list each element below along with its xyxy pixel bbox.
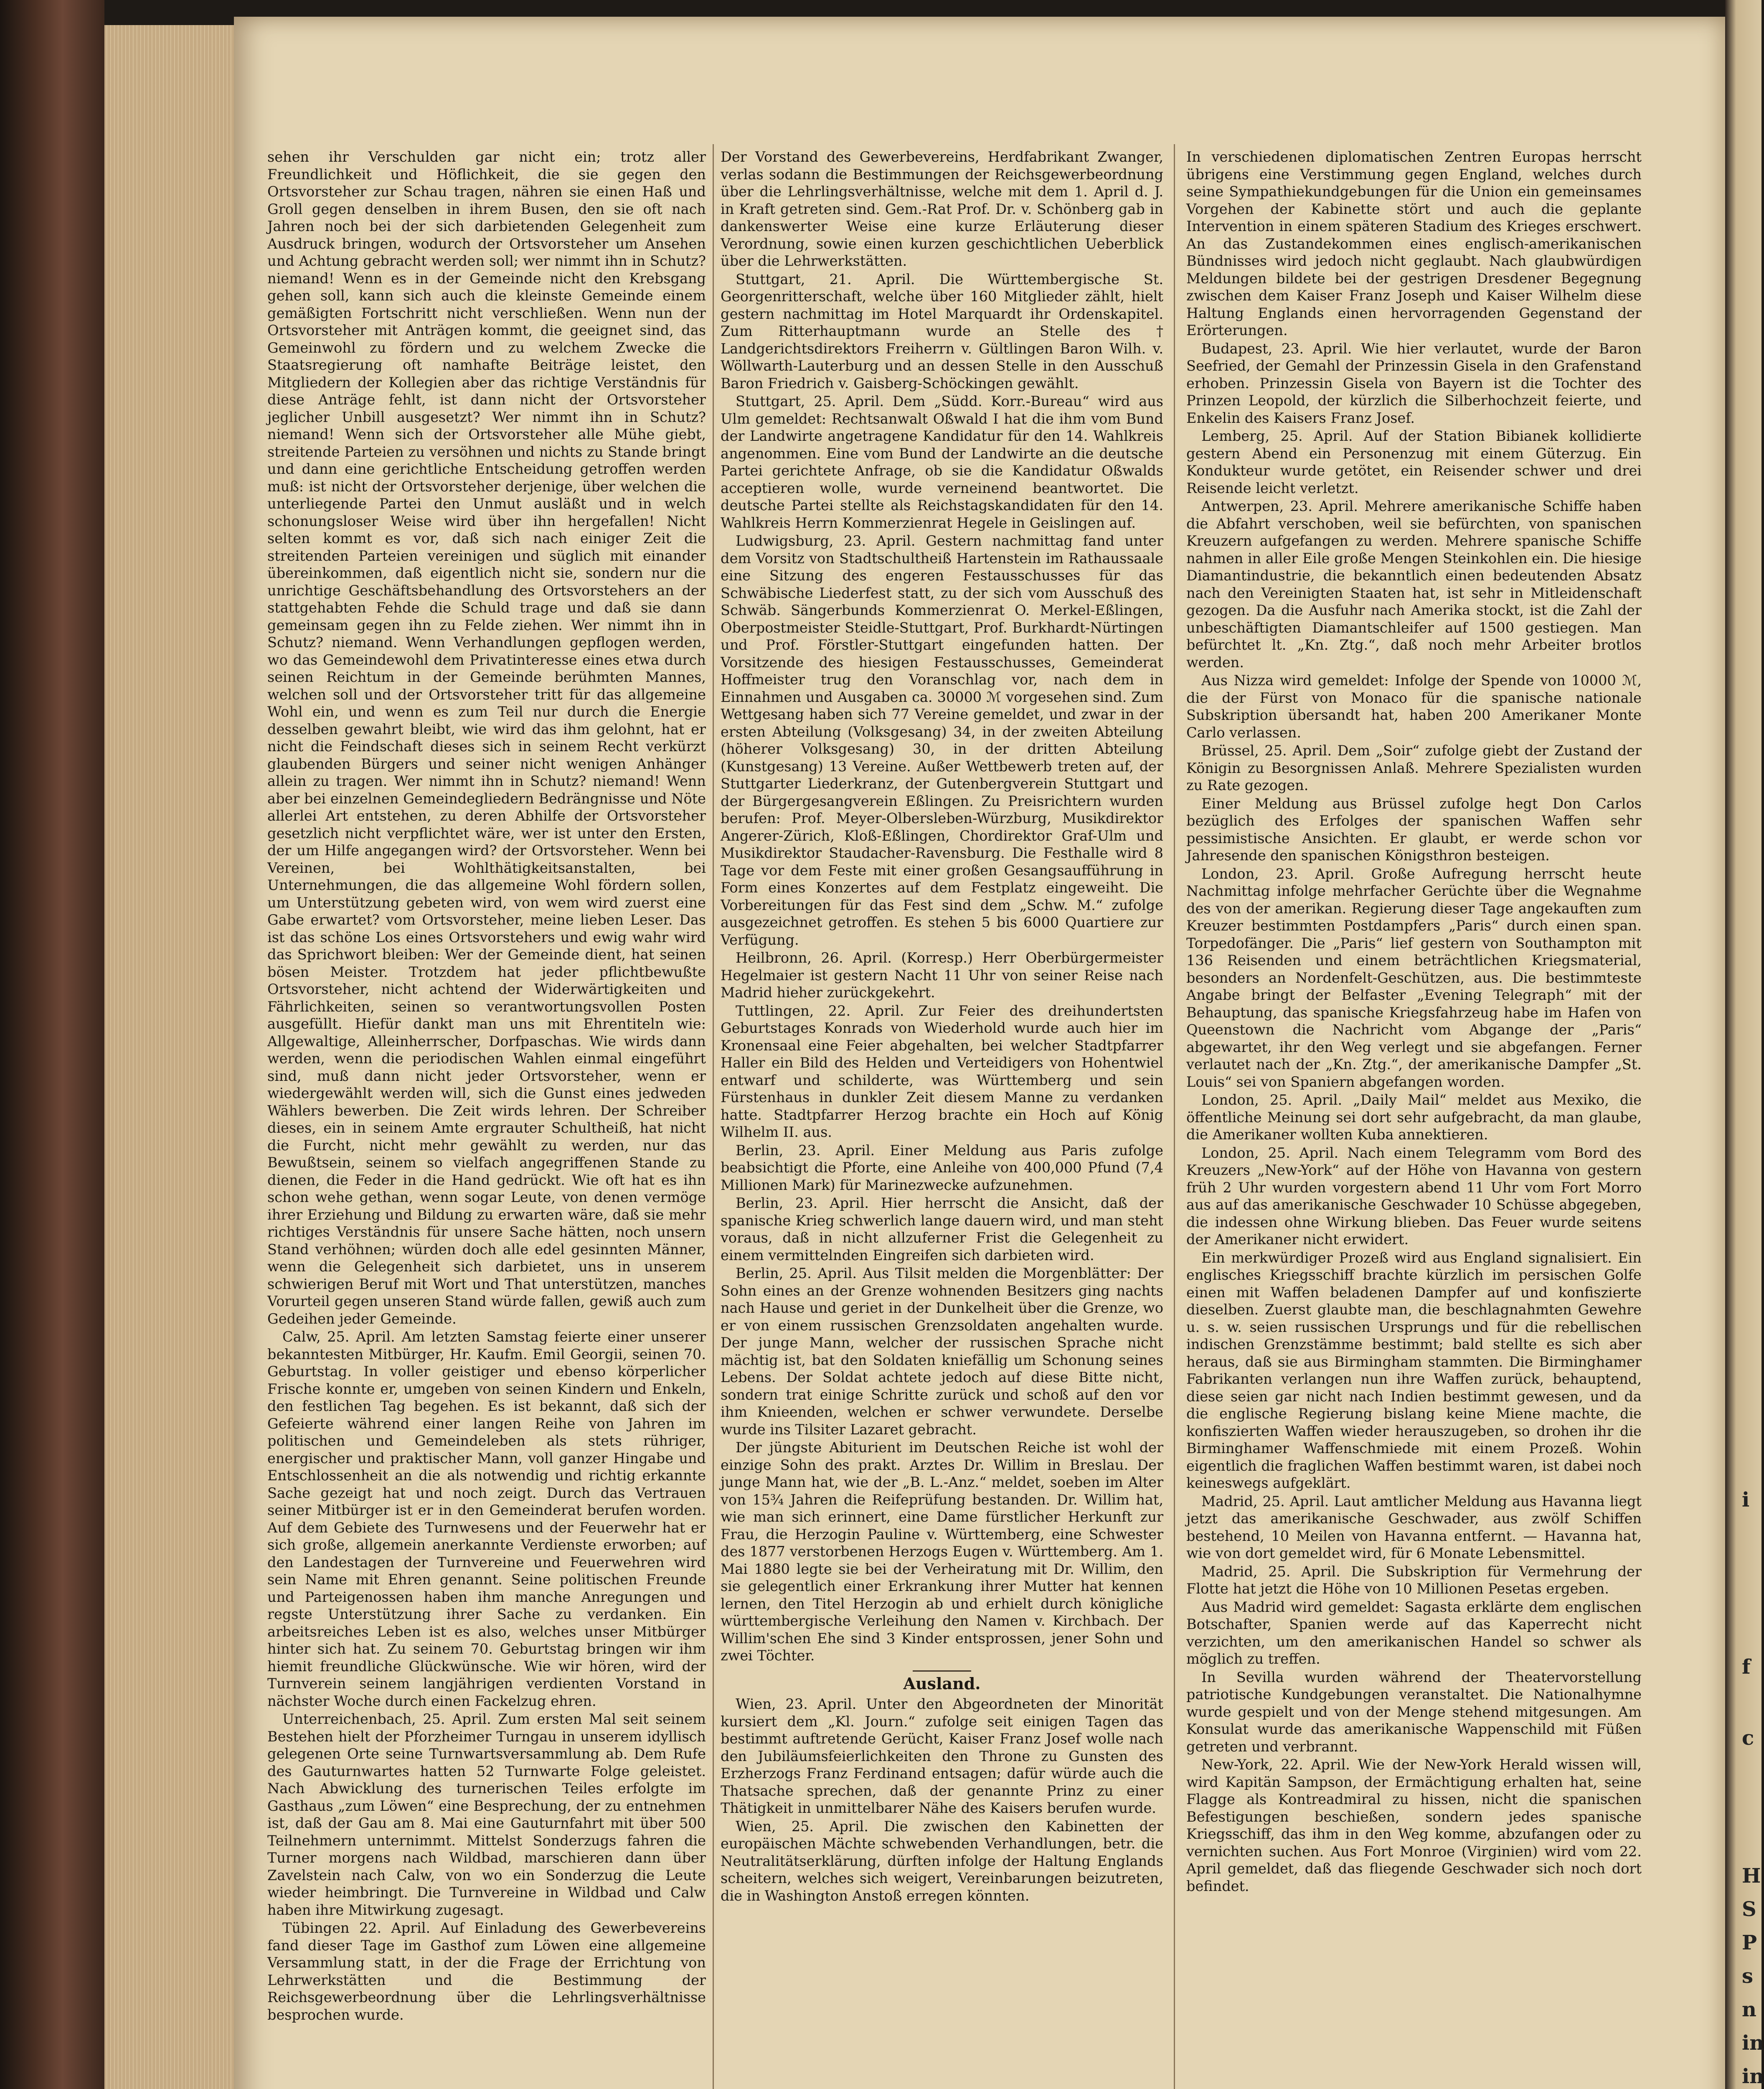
article-paragraph: Der Vorstand des Gewerbevereins, Herdfabrikant Zwanger, verlas sodann die Bestimmungen der Reichsgewerbeordnung über die Lehrlingsverhältnisse, welche mit dem 1. April d. J. in Kraft getreten sind. Gem.-Rat Prof. Dr. v. Schönberg gab in dankenswerter Weise eine kurze Erläuterung dieser Verordnung, sowie einen kurzen geschichtlichen Ueberblick über die Lehrwerkstätten. (721, 149, 1163, 269)
article-paragraph: Budapest, 23. April. Wie hier verlautet, wurde der Baron Seefried, der Gemahl der Prinzessin Gisela in den Grafenstand erhoben. Prinzessin Gisela von Bayern ist die Tochter des Prinzen Leopold, der kürzlich die Silberhochzeit feierte, und Enkelin des Kaisers Franz Josef. (1186, 340, 1642, 426)
adjacent-page-fragment: i (1742, 1488, 1750, 1512)
section-heading-ausland: Ausland. (903, 1674, 981, 1693)
article-paragraph: sehen ihr Verschulden gar nicht ein; trotz aller Freundlichkeit und Höflichkeit, die sie gegen den Ortsvorsteher zur Schau tragen, nähren sie einen Haß und Groll gegen denselben in ihrem Busen, den sie oft nach Jahren noch bei der sich darbietenden Gelegenheit zum Ausdruck bringen, wodurch der Ortsvorsteher um Ansehen und Achtung gebracht werden soll; wer nimmt ihn in Schutz? niemand! Wenn es in der Gemeinde nicht den Krebsgang gehen soll, kann sich auch die kleinste Gemeinde einem gemäßigten Fortschritt nicht verschließen. Wenn nun der Ortsvorsteher mit Anträgen kommt, die geeignet sind, das Gemeinwohl zu fördern und zu welchem Zwecke die Staatsregierung oft namhafte Beiträge leistet, den Mitgliedern der Kollegien aber das richtige Verständnis für diese Anträge fehlt, ist dann nicht der Ortsvorsteher jeglicher Unbill ausgesetzt? Wer nimmt ihn in Schutz? niemand! Wenn sich der Ortsvorsteher alle Mühe giebt, streitende Parteien zu versöhnen und nichts zu Stande bringt und dann eine gerichtliche Entscheidung getroffen werden muß: ist nicht der Ortsvorsteher derjenige, über welchen die unterliegende Partei den Unmut ausläßt und in welch schonungsloser Weise wird über ihn hergefallen! Nicht selten kommt es vor, daß sich nach einiger Zeit die streitenden Parteien vereinigen und süglich mit einander übereinkommen, daß eigentlich nicht sie, sondern nur die unrichtige Geschäftsbehandlung des Ortsvorstehers an der stattgehabten Fehde die Schuld trage und daß sie dann gemeinsam gegen ihn zu Felde ziehen. Wer nimmt ihn in Schutz? niemand. Wenn Verhandlungen gepflogen werden, wo das Gemeindewohl dem Privatinteresse eines etwa durch seinen Reichtum in der Gemeinde berühmten Mannes, welchen soll und der Ortsvorsteher tritt für das allgemeine Wohl ein, und wenn es zum Teil nur durch die Energie desselben gewahrt bleibt, wie wird das ihm gelohnt, hat er nicht die Feindschaft dieses sich in seinem Recht verkürzt glaubenden Bürgers und seiner nicht wenigen Anhänger allein zu tragen. Wer nimmt ihn in Schutz? niemand! Wenn aber bei einzelnen Gemeindegliedern Bedrängnisse und Nöte allerlei Art entstehen, zu deren Abhilfe der Ortsvorsteher gesetzlich nicht verpflichtet wäre, wer ist unter den Ersten, der um Hilfe angegangen wird? der Ortsvorsteher. Wenn bei Vereinen, bei Wohlthätigkeitsanstalten, bei Unternehmungen, die das allgemeine Wohl fördern sollen, um Unterstützung gebeten wird, von wem wird zuerst eine Gabe erwartet? vom Ortsvorsteher, meine lieben Leser. Das ist das schöne Los eines Ortsvorstehers und ewig wahr wird das Sprichwort bleiben: Wer der Gemeinde dient, hat seinen bösen Meister. Trotzdem hat jeder pflichtbewußte Ortsvorsteher, nicht achtend der Widerwärtigkeiten und Fährlichkeiten, seinen so verantwortungsvollen Posten ausgefüllt. Hiefür dankt man uns mit Ehrentiteln wie: Allgewaltige, Alleinherrscher, Dorfpaschas. Wie wirds dann werden, wenn die periodischen Wahlen einmal eingeführt sind, muß dann nicht jeder Ortsvorsteher, wenn er wiedergewählt werden will, sich die Gunst eines jedweden Wählers bewerben. Die Zeit wirds lehren. Der Schreiber dieses, ein in seinem Amte ergrauter Schultheiß, hat nicht die Furcht, nicht mehr gewählt zu werden, nur das Bewußtsein, seinem so vielfach angegriffenen Stande zu dienen, die Feder in die Hand gedrückt. Wie oft hat es ihn schon wehe gethan, wenn sogar Leute, von denen vermöge ihrer Erziehung und Bildung zu erwarten wäre, daß sie mehr richtiges Verständnis für unsere Sache hätten, noch unsern Stand verhöhnen; würden doch alle edel gesinnten Männer, wenn die Gelegenheit sich darbietet, uns in unserem schwierigen Beruf mit Wort und That unterstützen, manches Vorurteil gegen unseren Stand würde fallen, gewiß auch zum Gedeihen jeder Gemeinde. (267, 149, 706, 1327)
adjacent-page-fragment: S (1742, 1898, 1756, 1921)
adjacent-page-fragment: in (1742, 2065, 1764, 2088)
adjacent-page-fragment: n (1742, 1998, 1756, 2021)
article-paragraph: London, 23. April. Große Aufregung herrscht heute Nachmittag infolge mehrfacher Gerüchte über die Wegnahme des von der amerikan. Regierung dieser Tage angekauften zum Kreuzer bestimmten Postdampfers „Paris“ durch einen span. Torpedofänger. Die „Paris“ lief gestern von Southampton mit 136 Reisenden und einem beträchtlichen Kriegsmaterial, besonders an Nordenfelt-Geschützen, aus. Die bestimmteste Angabe bringt der Belfaster „Evening Telegraph“ mit der Behauptung, das spanische Kriegsfahrzeug habe im Hafen von Queenstown die Nachricht vom Abgange der „Paris“ abgewartet, ihr den Weg verlegt und sie abgefangen. Ferner verlautet nach der „Kn. Ztg.“, der amerikanische Dampfer „St. Louis“ sei von Spaniern abgefangen worden. (1186, 865, 1642, 1090)
article-paragraph: Aus Madrid wird gemeldet: Sagasta erklärte dem englischen Botschafter, Spanien werde auf das Kaperrecht nicht verzichten, um den amerikanischen Handel so schwer als möglich zu treffen. (1186, 1599, 1642, 1667)
article-paragraph: Aus Nizza wird gemeldet: Infolge der Spende von 10000 ℳ, die der Fürst von Monaco für die spanische nationale Subskription übersandt hat, haben 200 Amerikaner Monte Carlo verlassen. (1186, 672, 1642, 741)
section-divider (913, 1670, 971, 1672)
article-paragraph: Ludwigsburg, 23. April. Gestern nachmittag fand unter dem Vorsitz von Stadtschultheiß Hartenstein im Rathaussaale eine Sitzung des engeren Festausschusses für das Schwäbische Liederfest statt, zu der sich vom Ausschuß des Schwäb. Sängerbunds Kommerzienrat O. Merkel-Eßlingen, Oberpostmeister Steidle-Stuttgart, Prof. Burkhardt-Nürtingen und Prof. Förstler-Stuttgart eingefunden hatten. Der Vorsitzende des hiesigen Festausschusses, Gemeinderat Hoffmeister trug den Voranschlag vor, nach dem in Einnahmen und Ausgaben ca. 30000 ℳ vorgesehen sind. Zum Wettgesang haben sich 77 Vereine gemeldet, und zwar in der ersten Abteilung (Volksgesang) 34, in der zweiten Abteilung (höherer Volksgesang) 30, in der dritten Abteilung (Kunstgesang) 13 Vereine. Außer Wettbewerb treten auf, der Stuttgarter Liederkranz, der Gutenbergverein Stuttgart und der Bürgergesangverein Eßlingen. Zu Preisrichtern wurden berufen: Prof. Meyer-Olbersleben-Würzburg, Musikdirektor Angerer-Zürich, Kloß-Eßlingen, Chordirektor Graf-Ulm und Musikdirektor Staudacher-Ravensburg. Die Festhalle wird 8 Tage vor dem Feste mit einer großen Gesangsaufführung in Form eines Konzertes auf dem Festplatz eingeweiht. Die Vorbereitungen für das Fest sind dem „Schw. M.“ zufolge ausgezeichnet getroffen. Es stehen 5 bis 6000 Quartiere zur Verfügung. (721, 533, 1163, 948)
article-paragraph: Heilbronn, 26. April. (Korresp.) Herr Oberbürgermeister Hegelmaier ist gestern Nacht 11 Uhr von seiner Reise nach Madrid hieher zurückgekehrt. (721, 950, 1163, 1001)
article-paragraph: Wien, 23. April. Unter den Abgeordneten der Minorität kursiert dem „Kl. Journ.“ zufolge seit einigen Tagen das bestimmt auftretende Gerücht, Kaiser Franz Josef wolle nach den Jubiläumsfeierlichkeiten den Throne zu Gunsten des Erzherzogs Franz Ferdinand entsagen; dafür würde auch die Thatsache sprechen, daß der genannte Prinz zu einer Thätigkeit in unmittelbarer Nähe des Kaisers berufen wurde. (721, 1696, 1163, 1816)
article-paragraph: London, 25. April. Nach einem Telegramm vom Bord des Kreuzers „New-York“ auf der Höhe von Havanna von gestern früh 2 Uhr wurden vorgestern abend 11 Uhr vom Fort Morro aus auf das amerikanische Geschwader 10 Schüsse abgegeben, die indessen ohne Wirkung blieben. Das Feuer wurde seitens der Amerikaner nicht erwidert. (1186, 1144, 1642, 1248)
adjacent-page-fragment: s (1742, 1964, 1754, 1988)
column-rule (713, 144, 714, 2089)
article-paragraph: London, 25. April. „Daily Mail“ meldet aus Mexiko, die öffentliche Meinung sei dort sehr aufgebracht, da man glaube, die Amerikaner wollten Kuba annektieren. (1186, 1092, 1642, 1143)
article-paragraph: Ein merkwürdiger Prozeß wird aus England signalisiert. Ein englisches Kriegsschiff brachte kürzlich im persischen Golfe einen mit Waffen beladenen Dampfer auf und konfiszierte dieselben. Zuerst glaubte man, die beschlagnahmten Gewehre u. s. w. seien russischen Ursprungs und für die rebellischen indischen Grenzstämme bestimmt; bald stellte es sich aber heraus, daß sie aus Birmingham stammten. Die Birminghamer Fabrikanten verlangen nun ihre Waffen zurück, behauptend, diese seien gar nicht nach Indien bestimmt gewesen, und da die englische Regierung bislang keine Miene machte, die konfiszierten Waffen wieder herauszugeben, so drohen ihr die Birminghamer Waffenschmiede mit einem Prozeß. Wohin eigentlich die fraglichen Waffen bestimmt waren, ist dabei noch keineswegs aufgeklärt. (1186, 1249, 1642, 1491)
article-paragraph: Unterreichenbach, 25. April. Zum ersten Mal seit seinem Bestehen hielt der Pforzheimer Turngau in unserem idyllisch gelegenen Orte seine Turnwartsversammlung ab. Dem Rufe des Gauturnwartes hatten 52 Turnwarte Folge geleistet. Nach Abwicklung des turnerischen Teiles erfolgte im Gasthaus „zum Löwen“ eine Besprechung, der zu entnehmen ist, daß der Gau am 8. Mai eine Gauturnfahrt mit über 500 Teilnehmern unternimmt. Mittelst Sonderzugs fahren die Turner morgens nach Wildbad, marschieren dann über Zavelstein nach Calw, von wo ein Sonderzug die Leute wieder heimbringt. Die Turnvereine in Wildbad und Calw haben ihre Mitwirkung zugesagt. (267, 1711, 706, 1918)
adjacent-page-fragment: in (1742, 2031, 1764, 2055)
page-edges (104, 25, 255, 2089)
article-paragraph: Tübingen 22. April. Auf Einladung des Gewerbevereins fand dieser Tage im Gasthof zum Löwen eine allgemeine Versammlung statt, in der die Frage der Errichtung von Lehrwerkstätten und die Bestimmung der Reichsgewerbeordnung über die Lehrlingsverhältnisse besprochen wurde. (267, 1920, 706, 2023)
column-1 (267, 148, 706, 2089)
adjacent-page-fragment: H (1742, 1864, 1761, 1888)
article-paragraph: In verschiedenen diplomatischen Zentren Europas herrscht übrigens eine Verstimmung gegen England, welches durch seine Sympathiekundgebungen für die Union ein gemeinsames Vorgehen der Kabinette stört und auch die geplante Intervention in einem späteren Stadium des Krieges erschwert. An das Zustandekommen eines englisch-amerikanischen Bündnisses wird jedoch nicht geglaubt. Nach glaubwürdigen Meldungen bildete bei der gestrigen Dresdener Begegnung zwischen dem Kaiser Franz Joseph und Kaiser Wilhelm diese Haltung Englands einen hervorragenden Gegenstand der Erörterungen. (1186, 149, 1642, 338)
article-paragraph: Berlin, 23. April. Hier herrscht die Ansicht, daß der spanische Krieg schwerlich lange dauern wird, und man steht voraus, daß in nicht allzuferner Frist die Gelegenheit zu einem vermittelnden Eingreifen sich darbieten wird. (721, 1195, 1163, 1263)
adjacent-page-fragment: P (1742, 1931, 1757, 1954)
adjacent-page-fragment: f (1742, 1655, 1751, 1679)
article-paragraph: Stuttgart, 25. April. Dem „Südd. Korr.-Bureau“ wird aus Ulm gemeldet: Rechtsanwalt Oßwald I hat die ihm vom Bund der Landwirte angetragene Kandidatur für den 14. Wahlkreis angenommen. Eine vom Bund der Landwirte an die deutsche Partei gerichtete Anfrage, ob sie die Kandidatur Oßwalds acceptieren wolle, wurde verneinend beantwortet. Die deutsche Partei stellte als Reichstagskandidaten für den 14. Wahlkreis Herrn Kommerzienrat Hegele in Geislingen auf. (721, 393, 1163, 531)
article-paragraph: Stuttgart, 21. April. Die Württembergische St. Georgenritterschaft, welche über 160 Mitglieder zählt, hielt gestern nachmittag im Hotel Marquardt ihr Ordenskapitel. Zum Ritterhauptmann wurde an Stelle des † Landgerichtsdirektors Freiherrn v. Gültlingen Baron Wilh. v. Wöllwarth-Lauterburg und an dessen Stelle in den Ausschuß Baron Friedrich v. Gaisberg-Schöckingen gewählt. (721, 271, 1163, 391)
article-paragraph: Wien, 25. April. Die zwischen den Kabinetten der europäischen Mächte schwebenden Verhandlungen, betr. die Neutralitätserklärung, dürften infolge der Haltung Englands scheitern, welches sich weigert, Vereinbarungen beizutreten, die in Washington Anstoß erregen könnten. (721, 1818, 1163, 1904)
article-paragraph: Lemberg, 25. April. Auf der Station Bibianek kollidierte gestern Abend ein Personenzug mit einem Güterzug. Ein Kondukteur wurde getötet, ein Reisender schwer und drei Reisende leicht verletzt. (1186, 428, 1642, 496)
article-paragraph: Berlin, 23. April. Einer Meldung aus Paris zufolge beabsichtigt die Pforte, eine Anleihe von 400,000 Pfund (7,4 Millionen Mark) für Marinezwecke aufzunehmen. (721, 1142, 1163, 1193)
adjacent-page-fragment: c (1742, 1726, 1754, 1750)
article-paragraph: Berlin, 25. April. Aus Tilsit melden die Morgenblätter: Der Sohn eines an der Grenze wohnenden Besitzers ging nachts nach Hause und geriet in der Dunkelheit über die Grenze, wo er von einem russischen Grenzsoldaten angehalten wurde. Der junge Mann, welcher der russischen Sprache nicht mächtig ist, bat den Soldaten kniefällig um Schonung seines Lebens. Der Soldat achtete jedoch auf diese Bitte nicht, sondern trat einige Schritte zurück und schoß auf den vor ihm Knieenden, welchen er schwer verwundete. Derselbe wurde ins Tilsiter Lazaret gebracht. (721, 1265, 1163, 1438)
article-paragraph: Brüssel, 25. April. Dem „Soir“ zufolge giebt der Zustand der Königin zu Besorgnissen Anlaß. Mehrere Spezialisten wurden zu Rate gezogen. (1186, 742, 1642, 793)
article-paragraph: Calw, 25. April. Am letzten Samstag feierte einer unserer bekanntesten Mitbürger, Hr. Kaufm. Emil Georgii, seinen 70. Geburtstag. In voller geistiger und ebenso körperlicher Frische konnte er, umgeben von seinen Kindern und Enkeln, den festlichen Tag begehen. Es ist bekannt, daß sich der Gefeierte während einer langen Reihe von Jahren im politischen und Gemeindeleben als stets rühriger, energischer und praktischer Mann, voll ganzer Hingabe und Entschlossenheit an die als notwendig und richtig erkannte Sache gezeigt hat und noch zeigt. Durch das Vertrauen seiner Mitbürger ist er in den Gemeinderat berufen worden. Auf dem Gebiete des Turnwesens und der Feuerwehr hat er sich große, allgemein anerkannte Verdienste erworben; auf den Landestagen der Turnvereine und Feuerwehren wird sein Name mit Ehren genannt. Seine politischen Freunde und Parteigenossen haben ihm manche Anregungen und regste Unterstützung ihrer Sache zu verdanken. Ein arbeitsreiches Leben ist es also, welches unser Mitbürger hinter sich hat. Zu seinem 70. Geburtstag bringen wir ihm hiemit freundliche Glückwünsche. Wie wir hören, wird der Turnverein seinem langjährigen verdienten Vorstand in nächster Woche durch einen Fackelzug ehren. (267, 1329, 706, 1709)
article-paragraph: Madrid, 25. April. Laut amtlicher Meldung aus Havanna liegt jetzt das amerikanische Geschwader, aus zwölf Schiffen bestehend, 10 Meilen von Havanna entfernt. — Havanna hat, wie von dort gemeldet wird, für 6 Monate Lebensmittel. (1186, 1493, 1642, 1561)
article-paragraph: Tuttlingen, 22. April. Zur Feier des dreihundertsten Geburtstages Konrads von Wiederhold wurde auch hier im Kronensaal eine Feier abgehalten, bei welcher Stadtpfarrer Haller ein Bild des Helden und Verteidigers von Hohentwiel entwarf und schilderte, was Württemberg und sein Fürstenhaus in dunkler Zeit diesem Manne zu verdanken hatte. Stadtpfarrer Herzog brachte ein Hoch auf König Wilhelm II. aus. (721, 1002, 1163, 1140)
column-rule (1174, 144, 1175, 2089)
article-paragraph: Antwerpen, 23. April. Mehrere amerikanische Schiffe haben die Abfahrt verschoben, weil sie befürchten, von spanischen Kreuzern aufgefangen zu werden. Mehrere spanische Schiffe nahmen in aller Eile große Mengen Steinkohlen ein. Die hiesige Diamantindustrie, die bekanntlich einen bedeutenden Absatz nach den Vereinigten Staaten hat, ist sehr in Mitleidenschaft gezogen. Da die Ausfuhr nach Amerika stockt, ist die Zahl der unbeschäftigten Diamantschleifer auf 1500 gestiegen. Man befürchtet lt. „Kn. Ztg.“, daß noch mehr Arbeiter brotlos werden. (1186, 498, 1642, 671)
adjacent-page-strip (1725, 0, 1764, 2089)
article-paragraph: Madrid, 25. April. Die Subskription für Vermehrung der Flotte hat jetzt die Höhe von 10 Millionen Pesetas ergeben. (1186, 1563, 1642, 1597)
article-paragraph: Einer Meldung aus Brüssel zufolge hegt Don Carlos bezüglich des Erfolges der spanischen Waffen sehr pessimistische Ansichten. Er glaubt, er werde schon vor Jahresende den spanischen Königsthron besteigen. (1186, 795, 1642, 864)
column-2 (721, 148, 1163, 2089)
book-spine (0, 0, 104, 2089)
article-paragraph: Der jüngste Abiturient im Deutschen Reiche ist wohl der einzige Sohn des prakt. Arztes Dr. Willim in Breslau. Der junge Mann hat, wie der „B. L.-Anz.“ meldet, soeben im Alter von 15¾ Jahren die Reifeprüfung bestanden. Dr. Willim hat, wie man sich erinnert, eine Dame fürstlicher Herkunft zur Frau, die Herzogin Pauline v. Württemberg, eine Schwester des 1877 verstorbenen Herzogs Eugen v. Württemberg. Am 1. Mai 1880 legte sie bei der Verheiratung mit Dr. Willim, den sie gelegentlich einer Erkrankung ihrer Mutter hat kennen lernen, den Titel Herzogin ab und erhielt durch königliche württembergische Verleihung den Namen v. Kirchbach. Der Willim'schen Ehe sind 3 Kinder entsprossen, jener Sohn und zwei Töchter. (721, 1439, 1163, 1664)
article-paragraph: In Sevilla wurden während der Theatervorstellung patriotische Kundgebungen veranstaltet. Die Nationalhymne wurde gespielt und von der Menge stehend mitgesungen. Am Konsulat wurde das amerikanische Wappenschild mit Füßen getreten und verbrannt. (1186, 1669, 1642, 1755)
article-paragraph: New-York, 22. April. Wie der New-York Herald wissen will, wird Kapitän Sampson, der Ermächtigung erhalten hat, seine Flagge als Kontreadmiral zu hissen, nicht die spanischen Befestigungen beschießen, sondern jedes spanische Kriegsschiff, das ihm in den Weg komme, abzufangen oder zu vernichten suchen. Aus Fort Monroe (Virginien) wird vom 22. April gemeldet, daß das fliegende Geschwader sich noch dort befindet. (1186, 1756, 1642, 1894)
column-3 (1186, 148, 1642, 2089)
